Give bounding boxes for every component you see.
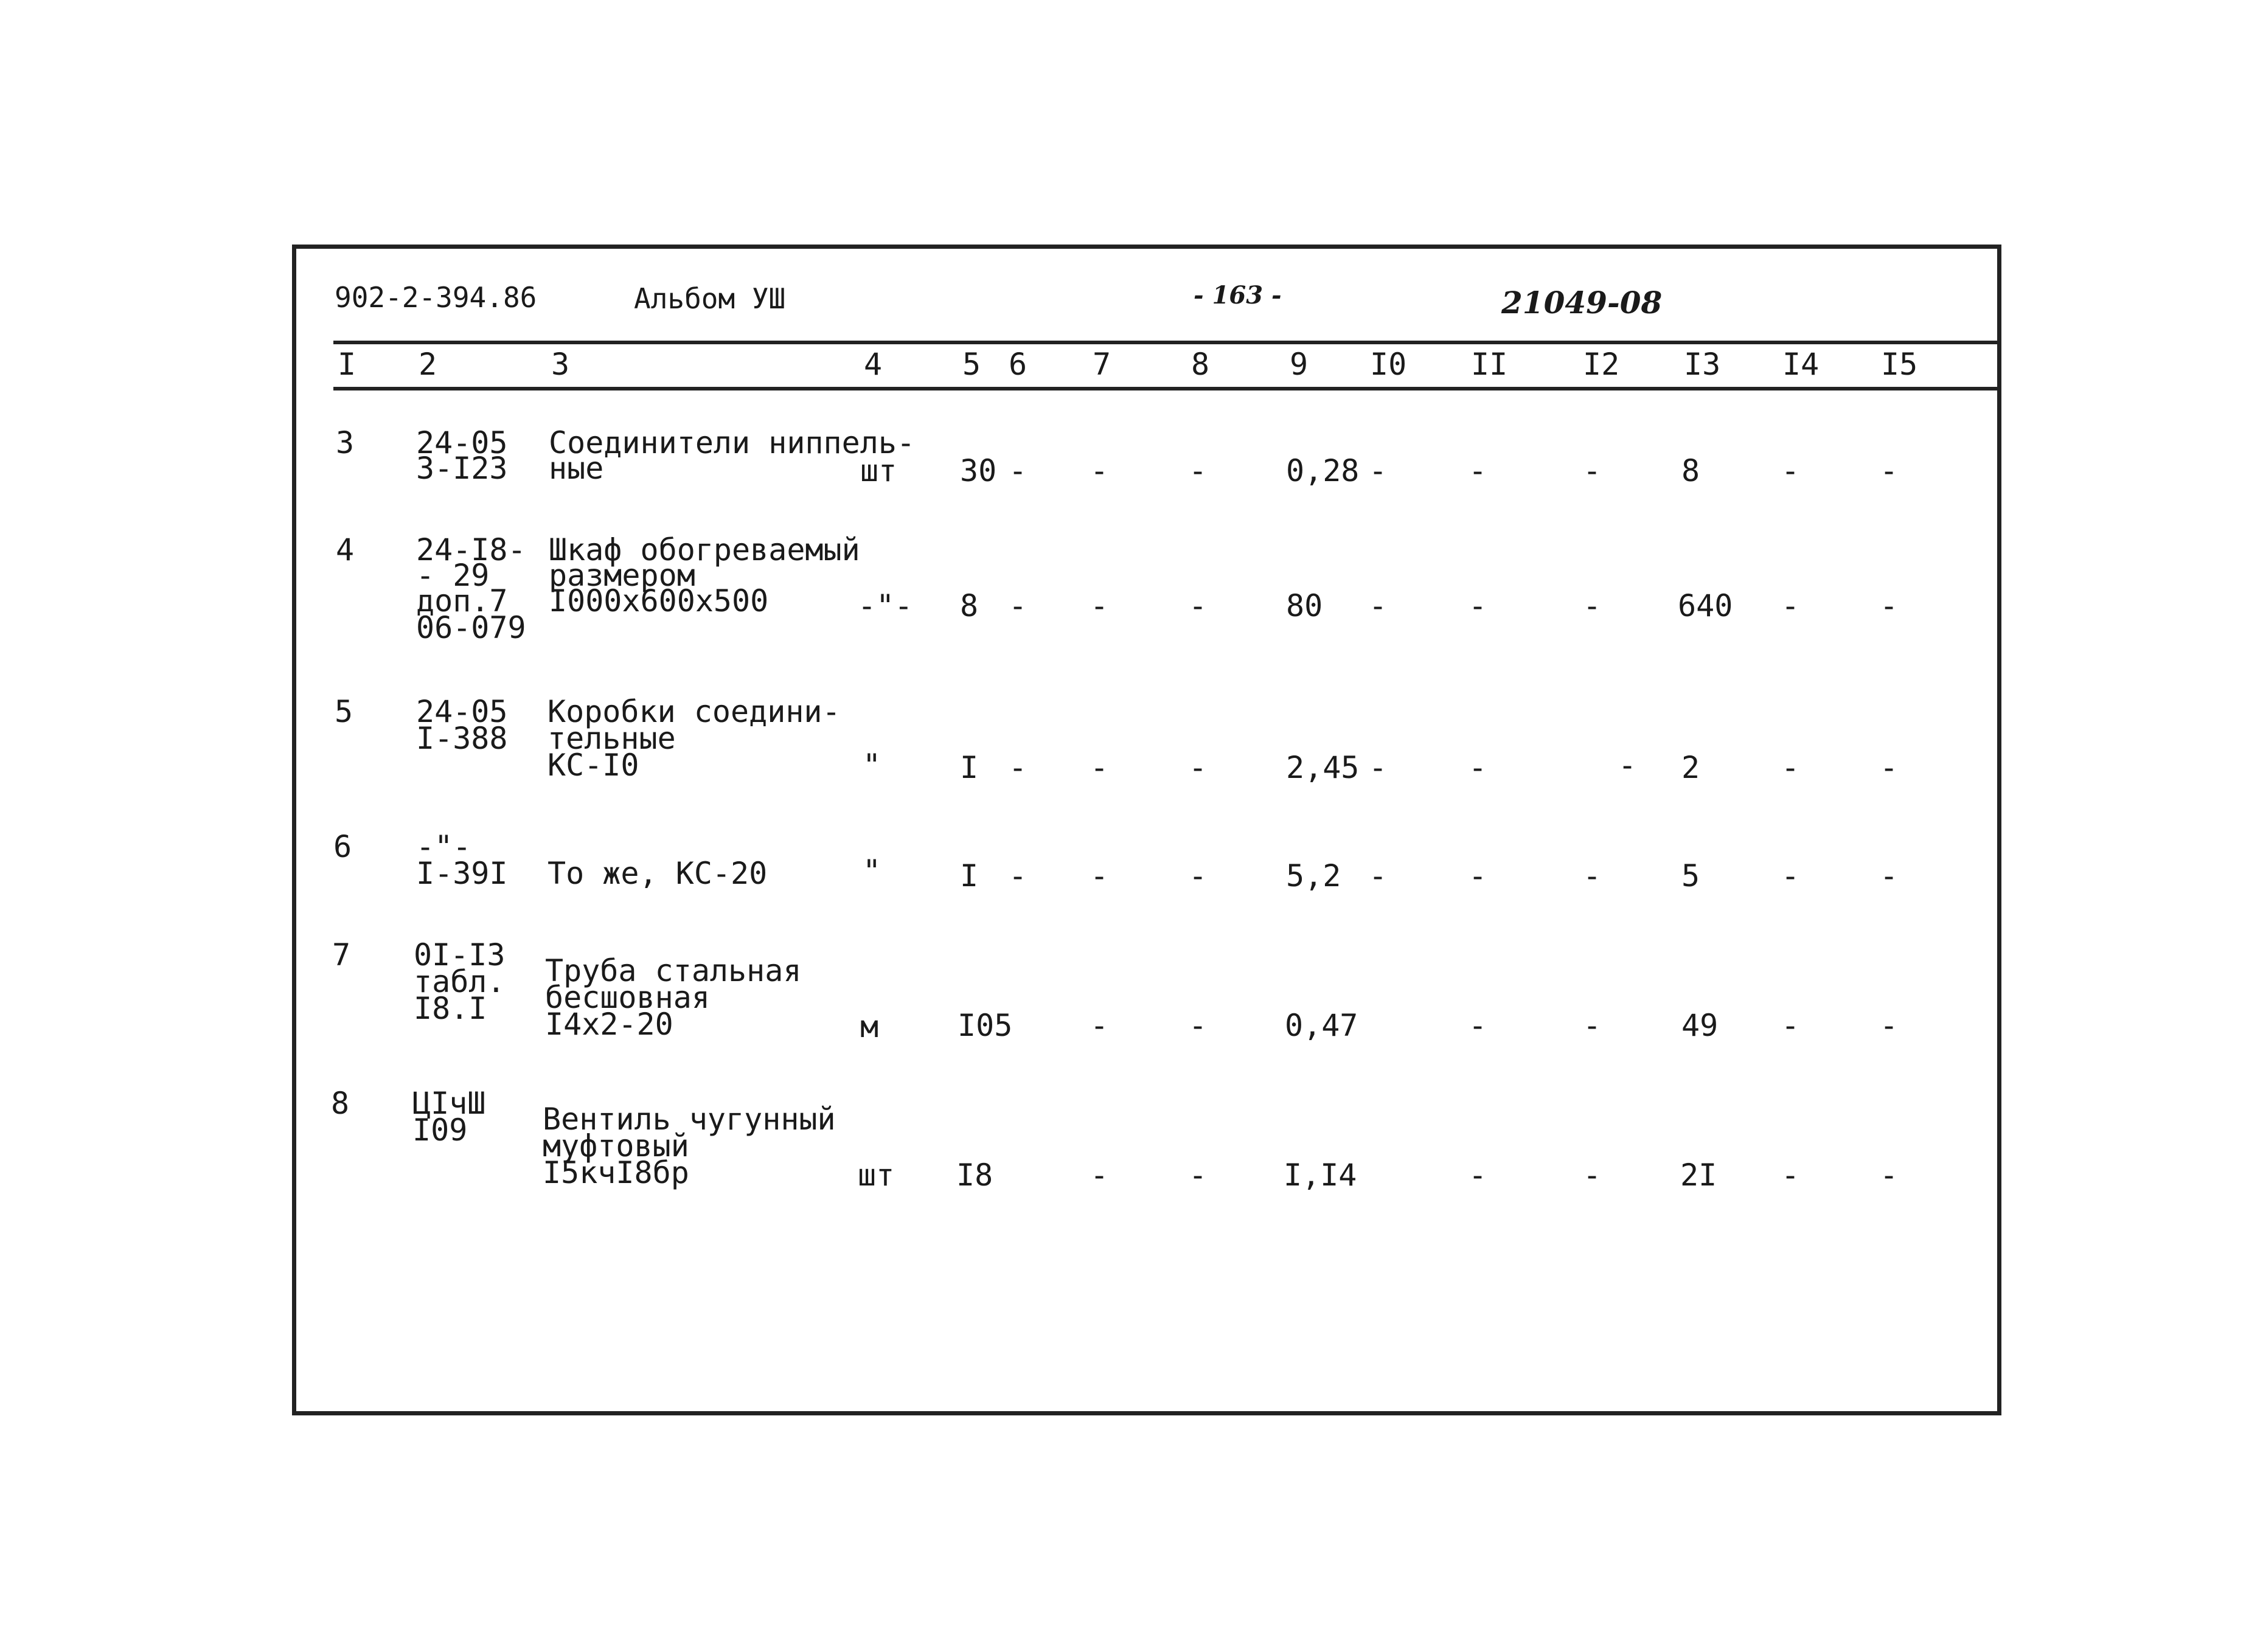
row-col14: - — [1781, 453, 1800, 488]
row-col11: - — [1469, 1008, 1487, 1043]
column-header: 7 — [1093, 347, 1111, 382]
row-name-line: Коробки соедини- — [548, 694, 841, 729]
inventory-number: 21049-08 — [1501, 285, 1663, 321]
column-header: 2 — [419, 347, 437, 382]
row-col13: 8 — [1681, 453, 1700, 488]
row-name-line: тельные — [548, 721, 676, 756]
row-col5: I8 — [956, 1157, 993, 1193]
row-col12: - — [1583, 1157, 1602, 1193]
row-code-line: I-388 — [416, 721, 508, 756]
row-col15: - — [1880, 1008, 1899, 1043]
row-code-line: I8.I — [414, 991, 487, 1026]
row-col11: - — [1469, 588, 1487, 623]
row-col9: 0,28 — [1286, 453, 1360, 488]
row-col10: - — [1369, 858, 1388, 894]
row-unit: " — [863, 853, 881, 889]
row-col8: - — [1189, 858, 1208, 894]
row-col7: - — [1090, 1008, 1109, 1043]
row-code-line: ЦIчШ — [412, 1086, 486, 1121]
column-header: I5 — [1881, 347, 1918, 382]
column-header: II — [1471, 347, 1508, 382]
row-code-line: 3-I23 — [416, 451, 508, 486]
row-col7: - — [1090, 588, 1109, 623]
row-col15: - — [1880, 750, 1899, 785]
row-col8: - — [1189, 1157, 1208, 1193]
column-header: 9 — [1290, 347, 1309, 382]
row-col15: - — [1880, 588, 1899, 623]
row-name-line: ные — [549, 451, 604, 486]
row-col11: - — [1469, 453, 1487, 488]
row-code-line: -"- — [416, 829, 471, 864]
row-col7: - — [1090, 453, 1109, 488]
row-name-line: размером — [549, 558, 695, 593]
column-header: I3 — [1684, 347, 1721, 382]
row-unit: " — [863, 748, 881, 783]
row-col12: - — [1583, 453, 1602, 488]
row-col12: - — [1583, 588, 1602, 623]
row-col5: 8 — [960, 588, 979, 623]
row-name-line: Вентиль чугунный — [543, 1102, 836, 1137]
row-code-line: I-39I — [416, 856, 508, 891]
row-col14: - — [1781, 588, 1800, 623]
column-header: 6 — [1009, 347, 1027, 382]
row-col5: I — [960, 858, 979, 894]
row-name-line: Труба стальная — [545, 953, 802, 988]
row-col9: 80 — [1286, 588, 1323, 623]
row-number: 6 — [333, 829, 352, 864]
row-col15: - — [1880, 858, 1899, 894]
column-header: 4 — [864, 347, 883, 382]
row-col10: - — [1369, 588, 1388, 623]
row-number: 5 — [335, 694, 353, 729]
row-name-line: I4x2-20 — [545, 1007, 673, 1042]
column-header: 3 — [551, 347, 570, 382]
row-col14: - — [1781, 750, 1800, 785]
page-number: - 163 - — [1194, 281, 1282, 310]
row-code-line: 24-05 — [416, 694, 508, 729]
row-col14: - — [1781, 1008, 1800, 1043]
row-name-line: Шкаф обогреваемый — [549, 532, 860, 567]
row-col13: 640 — [1678, 588, 1733, 623]
row-unit: м — [860, 1009, 879, 1044]
row-col12: - — [1618, 748, 1637, 783]
row-col10: - — [1369, 750, 1388, 785]
row-code-line: - 29 — [416, 558, 490, 593]
document-sheet-frame — [292, 245, 2001, 1415]
row-col9: I,I4 — [1284, 1157, 1357, 1193]
row-code-line: 24-05 — [416, 425, 508, 460]
row-col8: - — [1189, 750, 1208, 785]
row-col5: 30 — [960, 453, 997, 488]
row-col9: 2,45 — [1286, 750, 1360, 785]
row-code-line: табл. — [414, 964, 506, 999]
row-col9: 5,2 — [1286, 858, 1341, 894]
row-col8: - — [1189, 588, 1208, 623]
row-col5: I05 — [958, 1008, 1013, 1043]
row-name-line: бесшовная — [545, 980, 710, 1015]
row-col6: - — [1009, 750, 1027, 785]
row-unit: -"- — [858, 588, 913, 623]
row-code-line: I09 — [412, 1112, 468, 1148]
row-col8: - — [1189, 453, 1208, 488]
row-col7: - — [1090, 1157, 1109, 1193]
row-col13: 2 — [1681, 750, 1700, 785]
row-col12: - — [1583, 1008, 1602, 1043]
row-col15: - — [1880, 453, 1899, 488]
row-name-line: Соединители ниппель- — [549, 425, 916, 460]
row-name-line: I000x600x500 — [549, 583, 769, 619]
row-code-line: доп.7 — [416, 583, 508, 619]
column-header: I — [338, 347, 356, 382]
row-col8: - — [1189, 1008, 1208, 1043]
row-col6: - — [1009, 453, 1027, 488]
header-rule-bottom — [333, 387, 2000, 390]
row-col7: - — [1090, 858, 1109, 894]
row-col12: - — [1583, 858, 1602, 894]
row-number: 4 — [336, 532, 355, 567]
doc-code: 902-2-394.86 — [335, 281, 537, 314]
row-number: 7 — [332, 937, 351, 973]
row-number: 3 — [336, 425, 355, 460]
row-col6: - — [1009, 858, 1027, 894]
column-header: 8 — [1191, 347, 1210, 382]
row-code-line: 24-I8- — [416, 532, 526, 567]
row-unit: шт — [860, 453, 897, 488]
row-col13: 5 — [1681, 858, 1700, 894]
row-col13: 2I — [1680, 1157, 1717, 1193]
row-name-line: I5кчI8бр — [543, 1155, 689, 1190]
row-code-line: 0I-I3 — [414, 937, 506, 973]
row-name-line: То же, КС-20 — [548, 856, 768, 891]
row-name-line: КС-I0 — [548, 748, 639, 783]
column-header: I2 — [1583, 347, 1620, 382]
album-label: Альбом УШ — [634, 282, 786, 315]
row-col6: - — [1009, 588, 1027, 623]
row-unit: шт — [858, 1157, 895, 1193]
header-rule-top — [333, 341, 2000, 344]
row-number: 8 — [331, 1086, 350, 1121]
row-col15: - — [1880, 1157, 1899, 1193]
row-col5: I — [960, 750, 979, 785]
column-header: I4 — [1782, 347, 1820, 382]
row-name-line: муфтовый — [543, 1128, 689, 1164]
row-col10: - — [1369, 453, 1388, 488]
row-code-line: 06-079 — [416, 610, 526, 645]
row-col11: - — [1469, 858, 1487, 894]
row-col14: - — [1781, 858, 1800, 894]
row-col11: - — [1469, 750, 1487, 785]
column-header: I0 — [1370, 347, 1407, 382]
column-header: 5 — [962, 347, 981, 382]
row-col9: 0,47 — [1285, 1008, 1358, 1043]
row-col7: - — [1090, 750, 1109, 785]
row-col13: 49 — [1681, 1008, 1719, 1043]
row-col11: - — [1469, 1157, 1487, 1193]
row-col14: - — [1781, 1157, 1800, 1193]
